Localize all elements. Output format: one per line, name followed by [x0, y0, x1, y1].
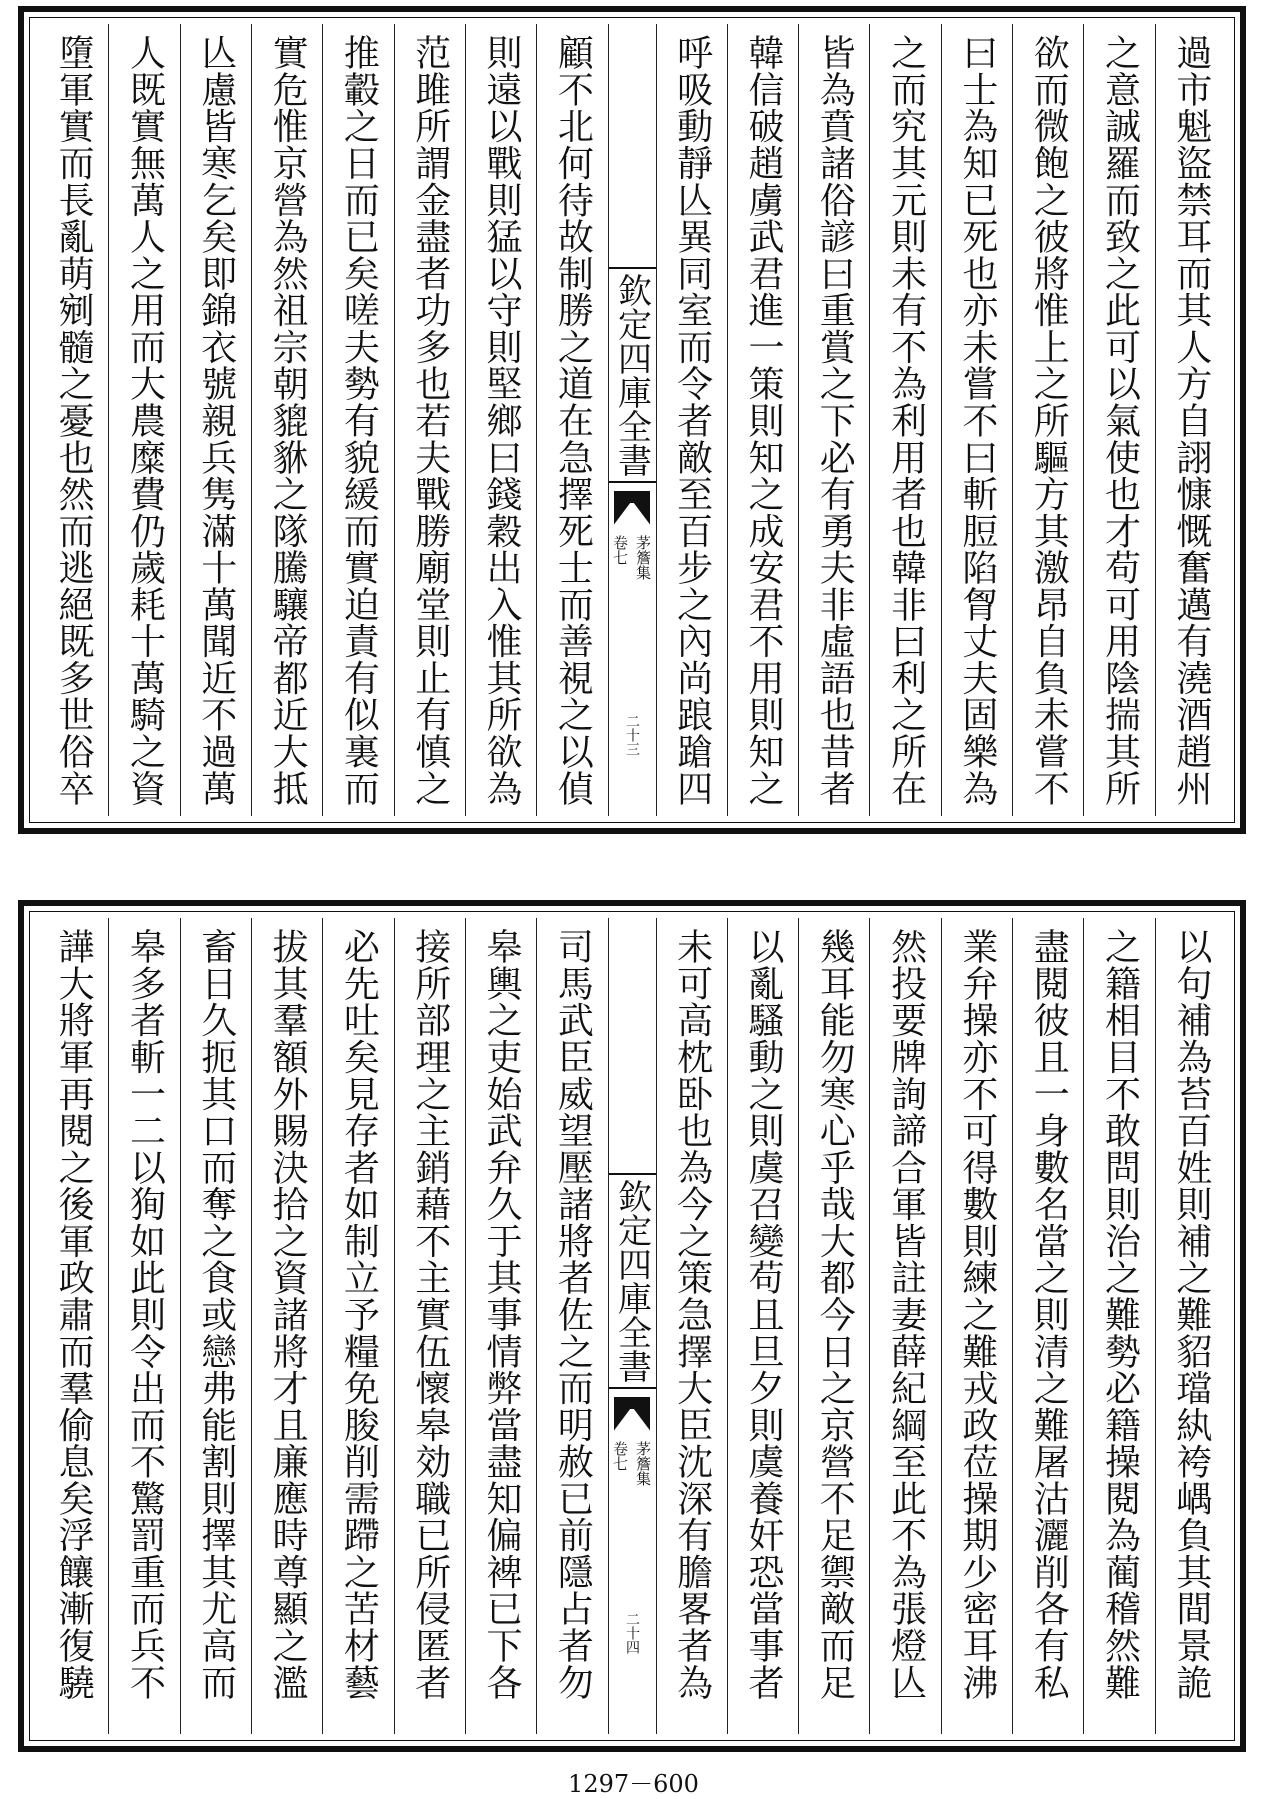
text-column: 人既實無萬人之用而大農糜費仍歲耗十萬騎之資	[108, 24, 179, 816]
text-column: 譁大將軍再閱之後軍政肅而羣偷息矣浮饟漸復驍	[53, 928, 95, 1701]
text-column: 過市魁盜禁耳而其人方自詡慷慨奮邁有澆酒趙州	[1155, 24, 1226, 816]
bottom-page-columns	[38, 918, 1226, 1734]
text-column: 韓信破趙虜武君進一策則知之成安君不用則知之	[727, 24, 798, 816]
text-column: 范雎所謂金盡者功多也若夫戰勝廟堂則止有慎之	[394, 24, 465, 816]
text-column: 則遠以戰則猛以守則堅鄉曰錢穀出入惟其所欲為	[465, 24, 536, 816]
text-column: 皆為賁諸俗諺曰重賞之下必有勇夫非虛語也昔者	[798, 24, 869, 816]
text-column: 呼吸動靜亾異同室而令者敵至百步之內尚踉蹌四	[656, 24, 727, 816]
text-column: 然投要牌詢諦合軍皆註妻薛紀綱至此不為張燈亾	[869, 918, 940, 1734]
page-number: 二十四	[624, 1612, 640, 1654]
text-column: 皋輿之吏始武弁久于其事情弊當盡知偏裨已下各	[465, 918, 536, 1734]
text-column: 推轂之日而已矣嗟夫勢有貌緩而實迫責有似裏而	[322, 24, 393, 816]
book-info	[610, 535, 654, 580]
text-column: 未可高枕卧也為今之策急擇大臣沈深有膽畧者為	[656, 918, 727, 1734]
collection-title: 欽定四庫全書	[608, 267, 656, 483]
text-column: 曰士為知已死也亦未嘗不曰斬脰陷胷丈夫固樂為	[941, 24, 1012, 816]
text-column: 業弁操亦不可得數則練之難戎政莅操期少密耳沸	[941, 918, 1012, 1734]
book-name: 茅簷集	[634, 534, 652, 580]
book-info	[610, 1441, 654, 1486]
top-page	[18, 6, 1246, 834]
text-column: 實危惟京營為然祖宗朝貔貅之隊騰驤帝都近大抵	[251, 24, 322, 816]
text-column: 亾慮皆寒乞矣即錦衣號親兵隽滿十萬聞近不過萬	[180, 24, 251, 816]
top-page-columns	[38, 24, 1226, 816]
fish-tail-ornament-icon	[614, 1397, 650, 1431]
center-fold	[608, 918, 656, 1734]
book-name: 茅簷集	[634, 1440, 652, 1486]
text-column: 必先吐矣見存者如制立予糧免朘削需蹛之苦材藝	[322, 918, 393, 1734]
text-column: 之意誠羅而致之此可以氣使也才苟可用陰揣其所	[1083, 24, 1154, 816]
text-column: 畜日久扼其口而奪之食或戀弗能割則擇其尤高而	[180, 918, 251, 1734]
text-column: 皋多者斬一二以狥如此則令出而不驚罰重而兵不	[108, 918, 179, 1734]
center-fold	[608, 24, 656, 816]
text-column: 欲而微飽之彼將惟上之所驅方其激昂自負未嘗不	[1012, 24, 1083, 816]
text-column: 之籍相目不敢問則治之難勢必籍操閱為蔺稽然難	[1083, 918, 1154, 1734]
page-number: 二十三	[624, 714, 640, 756]
text-column: 以亂騷動之則虞召變苟且旦夕則虞養奸恐當事者	[727, 918, 798, 1734]
volume-number: 卷七	[611, 534, 629, 565]
text-column: 幾耳能勿寒心乎哉大都今日之京營不足禦敵而足	[798, 918, 869, 1734]
text-column: 拔其羣額外賜決拾之資諸將才且廉應時尊顯之濫	[251, 918, 322, 1734]
reprint-page-stamp: 1297－600	[568, 1770, 699, 1798]
collection-title: 欽定四庫全書	[608, 1173, 656, 1389]
text-column: 以句補為苔百姓則補之難貂璫紈袴嵎負其間景詭	[1155, 918, 1226, 1734]
volume-number: 卷七	[611, 1440, 629, 1471]
text-column: 墮軍實而長亂萌剜髓之憂也然而逃絕既多世俗卒	[53, 34, 95, 807]
text-column: 接所部理之主銷藉不主實伍懷皋効職已所侵匿者	[394, 918, 465, 1734]
fish-tail-ornament-icon	[614, 491, 650, 525]
text-column: 盡閱彼且一身數名當之則清之難屠沽灑削各有私	[1012, 918, 1083, 1734]
bottom-page	[18, 900, 1246, 1752]
text-column: 之而究其元則未有不為利用者也韓非曰利之所在	[869, 24, 940, 816]
text-column: 司馬武臣威望壓諸將者佐之而明赦已前隱占者勿	[536, 918, 607, 1734]
text-column: 顧不北何待故制勝之道在急擇死士而善視之以偵	[536, 24, 607, 816]
